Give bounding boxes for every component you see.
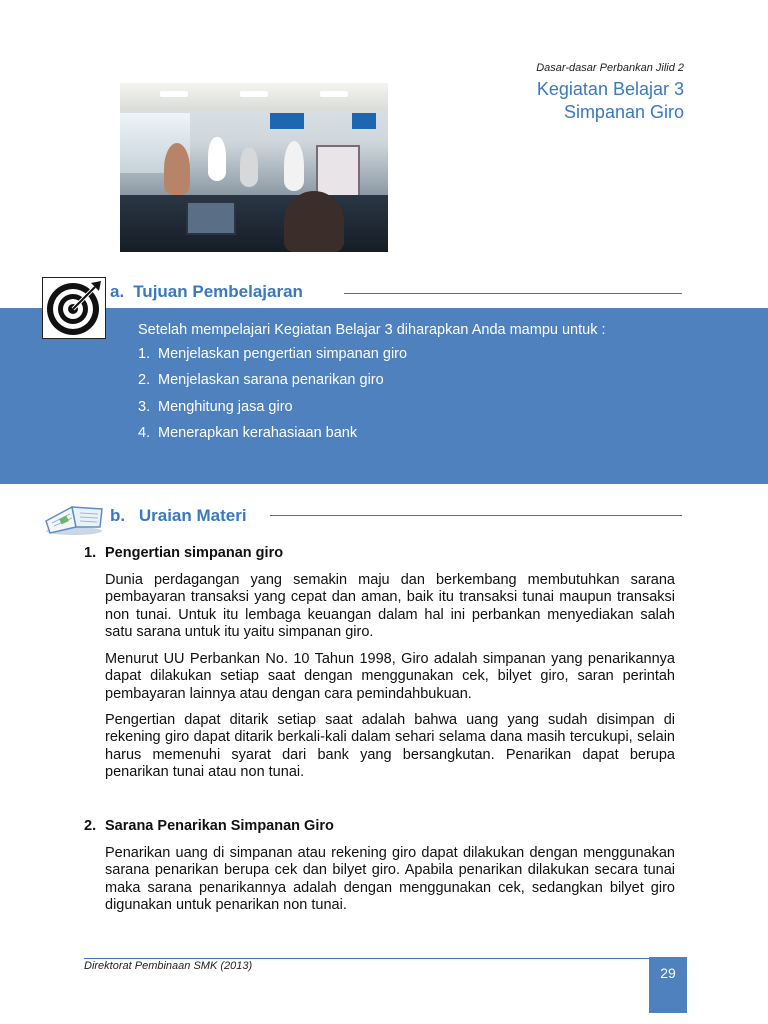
page-title bbox=[537, 78, 684, 124]
list-item: 2. Menjelaskan sarana penarikan giro bbox=[138, 372, 384, 389]
section-a-divider bbox=[344, 293, 682, 294]
topic-title: Simpanan Giro bbox=[563, 102, 684, 122]
photo-customer bbox=[284, 141, 304, 191]
photo-ceiling-light bbox=[160, 91, 188, 97]
paragraph: Menurut UU Perbankan No. 10 Tahun 1998, Giro adalah simpanan yang penarikannya dapat dilakukan setiap saat dengan menggunakan cek, bilyet giro, saran perintah pembayaran lainnya atau dengan cara pemindahbukuan. bbox=[105, 651, 675, 702]
bank-lobby-photo bbox=[120, 83, 388, 252]
section-b-divider bbox=[270, 515, 682, 516]
photo-staff bbox=[284, 191, 344, 252]
subsection-1-heading: 1. Pengertian simpanan giro bbox=[84, 545, 284, 561]
activity-title: Kegiatan Belajar 3 bbox=[536, 79, 684, 99]
objectives-intro: Setelah mempelajari Kegiatan Belajar 3 diharapkan Anda mampu untuk : bbox=[138, 322, 606, 338]
objectives-list bbox=[138, 346, 407, 451]
paragraph: Pengertian dapat ditarik setiap saat adalah bahwa uang yang sudah disimpan di rekening giro dapat ditarik berkali-kali dalam sehari selama dana masih tercukupi, selain harus memenuhi syarat dari bank yang bersangkutan. Penarikan dapat berupa penarikan tunai atau non tunai. bbox=[105, 712, 675, 781]
paragraph: Penarikan uang di simpanan atau rekening giro dapat dilakukan dengan menggunakan sarana penarikan berupa cek dan bilyet giro. Apabila penarikan dilakukan secara tunai maka sarana penarikannya adalah dengan menggunakan cek, sedangkan bilyet giro digunakan untuk penarikan non tunai. bbox=[105, 845, 675, 914]
paragraph: Dunia perdagangan yang semakin maju dan berkembang membutuhkan sarana pembayaran transaksi yang cepat dan aman, baik itu transaksi tunai maupun transaksi non tunai. Untuk itu lembaga keuangan dalam hal ini perbankan menyediakan salah satu sarana untuk itu yaitu simpanan giro. bbox=[105, 572, 675, 641]
photo-ceiling bbox=[120, 83, 388, 111]
section-b-heading bbox=[110, 506, 247, 526]
list-item: 3. Menghitung jasa giro bbox=[138, 398, 293, 415]
footer-publisher: Direktorat Pembinaan SMK (2013) bbox=[84, 960, 253, 972]
section-a-heading bbox=[110, 282, 303, 302]
footer-divider bbox=[84, 958, 660, 959]
section-a-letter: a. bbox=[110, 282, 125, 301]
section-a-title: Tujuan Pembelajaran bbox=[133, 282, 303, 301]
photo-ceiling-light bbox=[240, 91, 268, 97]
photo-customer bbox=[208, 137, 226, 181]
section-b-letter: b. bbox=[110, 506, 126, 525]
list-item: 1. Menjelaskan pengertian simpanan giro bbox=[138, 346, 408, 362]
photo-counter bbox=[120, 195, 388, 252]
book-title: Dasar-dasar Perbankan Jilid 2 bbox=[536, 62, 684, 74]
photo-ceiling-light bbox=[320, 91, 348, 97]
page-number: 29 bbox=[649, 957, 687, 1013]
photo-customer bbox=[240, 147, 258, 187]
photo-teller-sign bbox=[352, 113, 376, 129]
subsection-2-heading: 2. Sarana Penarikan Simpanan Giro bbox=[84, 818, 334, 834]
photo-monitor bbox=[186, 201, 236, 235]
list-item: 4. Menerapkan kerahasiaan bank bbox=[138, 424, 358, 441]
target-icon bbox=[42, 277, 106, 339]
photo-teller-sign bbox=[270, 113, 304, 129]
photo-teller bbox=[164, 143, 190, 195]
section-b-title: Uraian Materi bbox=[138, 506, 247, 525]
open-book-icon bbox=[42, 497, 106, 537]
